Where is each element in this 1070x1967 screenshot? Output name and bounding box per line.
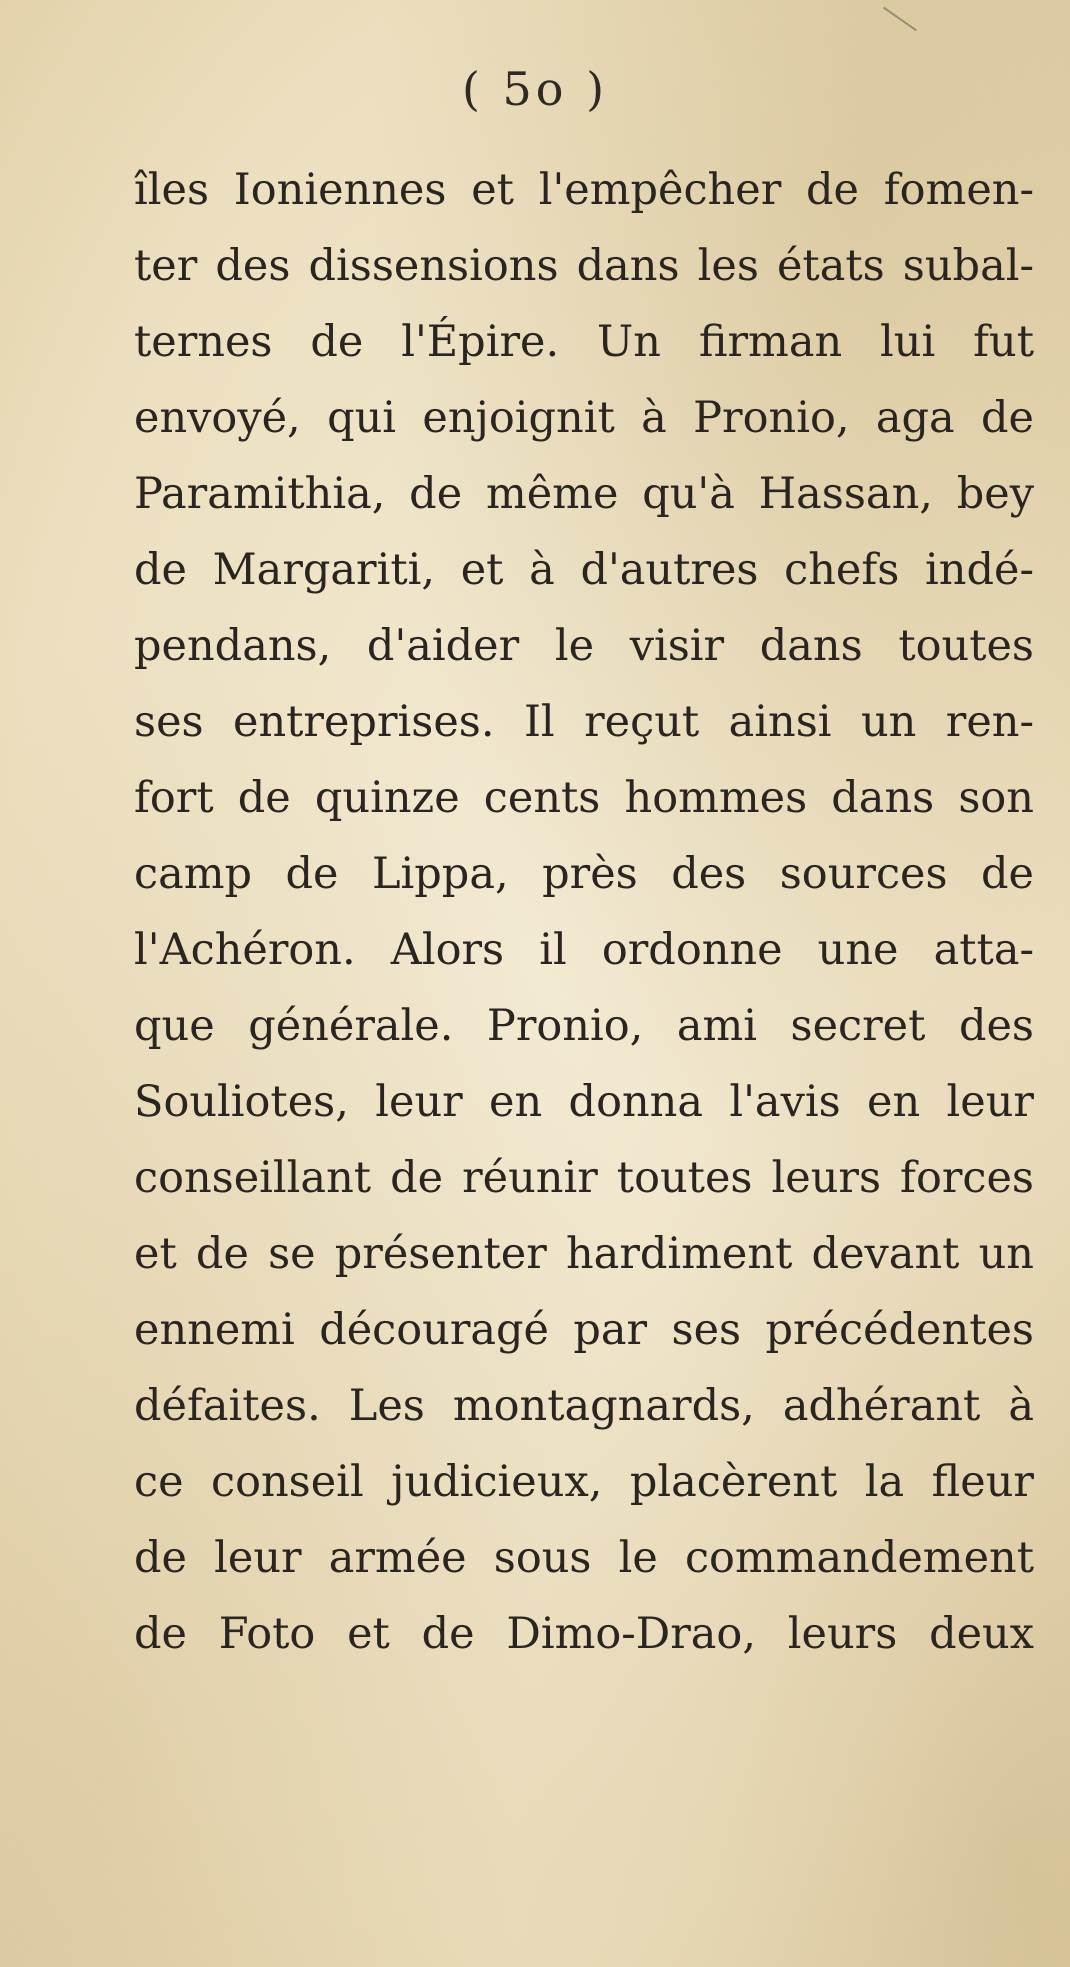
text-line: ennemi découragé par ses précédentes [134,1305,1034,1355]
text-line: Souliotes, leur en donna l'avis en leur [134,1077,1034,1127]
text-line: de Margariti, et à d'autres chefs indé- [134,545,1034,595]
text-line: défaites. Les montagnards, adhérant à [134,1381,1034,1431]
page-number: ( 5o ) [461,62,609,116]
text-line: pendans, d'aider le visir dans toutes [134,621,1034,671]
text-line: et de se présenter hardiment devant un [134,1229,1034,1279]
text-line: fort de quinze cents hommes dans son [134,773,1034,823]
text-line: ternes de l'Épire. Un firman lui fut [134,317,1034,367]
text-line: de Foto et de Dimo-Drao, leurs deux [134,1609,1034,1659]
text-line: l'Achéron. Alors il ordonne une atta- [134,925,1034,975]
text-line: que générale. Pronio, ami secret des [134,1001,1034,1051]
text-line: ses entreprises. Il reçut ainsi un ren- [134,697,1034,747]
text-line: Paramithia, de même qu'à Hassan, bey [134,469,1034,519]
page-mark [883,7,917,32]
text-line: îles Ioniennes et l'empêcher de fomen- [134,165,1034,215]
text-line: camp de Lippa, près des sources de [134,849,1034,899]
text-line: ce conseil judicieux, placèrent la fleur [134,1457,1034,1507]
text-line: de leur armée sous le commandement [134,1533,1034,1583]
text-line: envoyé, qui enjoignit à Pronio, aga de [134,393,1034,443]
body-text [134,152,1034,1672]
text-line: conseillant de réunir toutes leurs forces [134,1153,1034,1203]
text-line: ter des dissensions dans les états subal- [134,241,1034,291]
